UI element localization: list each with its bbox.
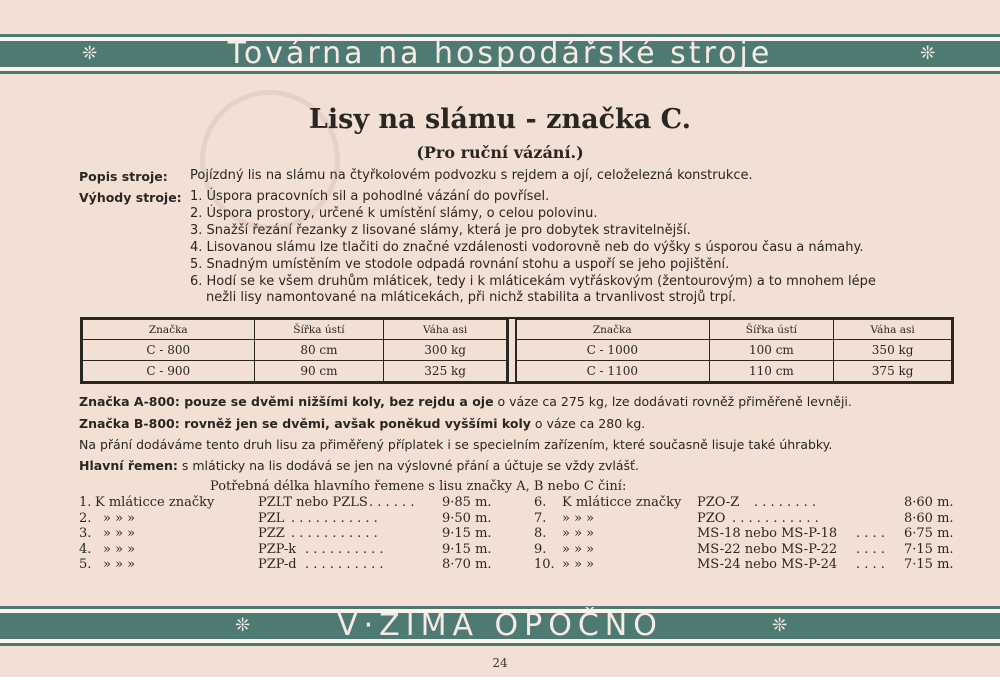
item-number: 8.	[534, 526, 547, 541]
advantage-item: 5. Snadným umístěním ve stodole odpadá rovnání stohu a uspoří se jeho pojištění.	[190, 257, 730, 272]
list-item	[534, 495, 959, 511]
table-cell: 90 cm	[254, 361, 384, 382]
item-model: PZP-d	[258, 557, 297, 572]
advantage-item: 4. Lisovanou slámu lze tlačiti do značné vzdálenosti vodorovně neb do výšky s úsporou času a námahy.	[190, 240, 864, 255]
advantage-item: 1. Úspora pracovních sil a pohodlné vázání do povřísel.	[190, 189, 550, 204]
specs-table	[80, 317, 954, 384]
table-cell: C - 1100	[516, 361, 710, 382]
belt-list-right	[534, 495, 959, 573]
item-number: 2.	[79, 510, 92, 526]
item-leader: . . . . . . . . . .	[305, 541, 384, 557]
item-machine: » » »	[103, 541, 136, 557]
description-label: Popis stroje:	[79, 169, 168, 184]
item-number: 1.	[79, 495, 92, 510]
item-leader: . . . .	[856, 526, 885, 541]
list-item	[79, 542, 499, 558]
column-header: Váha asi	[834, 320, 952, 340]
footer-banner	[0, 609, 1000, 643]
header-banner	[0, 37, 1000, 71]
belt-heading: Potřebná délka hlavního řemene s lisu značky A, B nebo C činí:	[210, 479, 627, 494]
table-cell: 350 kg	[834, 340, 952, 361]
item-length: 7·15 m.	[904, 557, 954, 572]
list-item	[534, 557, 959, 573]
table-cell: 100 cm	[709, 340, 834, 361]
table-cell: 325 kg	[384, 361, 507, 382]
note-belt-text: s mláticky na lis dodává se jen na výslovné přání a účtuje se vždy zvlášť.	[177, 458, 639, 473]
note-b800-text: o váze ca 280 kg.	[530, 416, 646, 431]
note-belt-bold: Hlavní řemen:	[79, 458, 178, 473]
item-number: 6.	[534, 495, 547, 510]
item-model: PZO	[697, 510, 726, 526]
item-length: 7·15 m.	[904, 541, 954, 557]
item-length: 9·85 m.	[442, 495, 492, 510]
item-machine: » » »	[562, 557, 595, 572]
item-model: MS-24 nebo MS-P-24	[697, 557, 838, 572]
advantage-item: nežli lisy namontované na mláticekách, při nichž stabilita a trvanlivost strojů trpí.	[206, 290, 737, 305]
column-header: Šířka ústí	[709, 320, 834, 340]
advantage-item: 6. Hodí se ke všem druhům mláticek, tedy i k mláticekám vytřáskovým (žentourovým) a to mnohem lépe	[190, 274, 876, 289]
table-cell: 375 kg	[834, 361, 952, 382]
table-cell: C - 800	[83, 340, 255, 361]
item-leader: . . . . . . . . . .	[305, 557, 384, 572]
item-model: PZL	[258, 510, 285, 526]
item-leader: . . . .	[856, 541, 885, 557]
footer-banner-text: V·ZIMA OPOČNO	[337, 608, 663, 643]
column-header: Šířka ústí	[254, 320, 384, 340]
page-title: Lisy na slámu - značka C.	[308, 104, 692, 135]
item-leader: . . . . . . . . . . .	[291, 526, 378, 541]
item-length: 8·60 m.	[904, 495, 954, 510]
item-length: 8·70 m.	[442, 557, 492, 572]
item-model: MS-18 nebo MS-P-18	[697, 526, 838, 541]
item-number: 3.	[79, 526, 92, 541]
specs-table-right	[515, 319, 952, 382]
table-cell: 110 cm	[709, 361, 834, 382]
list-item	[79, 526, 499, 542]
list-item	[79, 557, 499, 573]
list-item	[534, 526, 959, 542]
table-cell: 80 cm	[254, 340, 384, 361]
item-machine: K mláticce značky	[95, 495, 215, 510]
list-item	[534, 542, 959, 558]
item-machine: » » »	[562, 526, 595, 541]
advantage-item: 3. Snažší řezání řezanky z lisované slámy, která je pro dobytek stravitelnější.	[190, 223, 691, 238]
item-model: PZZ	[258, 526, 285, 541]
ornament-left-icon: ❊	[235, 615, 251, 636]
ornament-left-icon: ❊	[82, 43, 98, 64]
table-cell: 300 kg	[384, 340, 507, 361]
note-a800-text: o váze ca 275 kg, lze dodávati rovněž přiměřeně levněji.	[493, 394, 852, 409]
item-machine: » » »	[103, 510, 136, 526]
item-number: 4.	[79, 541, 92, 557]
header-banner-text: Továrna na hospodářské stroje	[227, 36, 773, 71]
item-model: PZP-k	[258, 541, 297, 557]
item-leader: . . . . . . . . . . .	[291, 510, 378, 526]
list-item	[534, 511, 959, 527]
item-model: MS-22 nebo MS-P-22	[697, 541, 838, 557]
ornament-right-icon: ❊	[772, 615, 788, 636]
page-number: 24	[492, 656, 508, 670]
list-item	[79, 495, 499, 511]
item-length: 8·60 m.	[904, 510, 954, 526]
item-model: PZLT nebo PZLS	[258, 495, 368, 510]
item-number: 10.	[534, 557, 555, 572]
note-a800	[79, 394, 852, 409]
item-length: 9·50 m.	[442, 510, 492, 526]
item-length: 9·15 m.	[442, 541, 492, 557]
note-wish: Na přání dodáváme tento druh lisu za přiměřený příplatek i se specielním zařízením, které současně lisuje také úhrabky.	[79, 437, 833, 452]
ornament-right-icon: ❊	[920, 43, 936, 64]
item-leader: . . . . . .	[369, 495, 415, 510]
item-machine: » » »	[103, 557, 136, 572]
page-subtitle: (Pro ruční vázání.)	[416, 143, 584, 162]
item-length: 6·75 m.	[904, 526, 954, 541]
item-machine: » » »	[562, 541, 595, 557]
item-length: 9·15 m.	[442, 526, 492, 541]
item-leader: . . . . . . . . . . .	[732, 510, 819, 526]
column-header: Značka	[83, 320, 255, 340]
item-machine: K mláticce značky	[562, 495, 682, 510]
advantages-label: Výhody stroje:	[79, 190, 182, 205]
item-machine: » » »	[562, 510, 595, 526]
item-machine: » » »	[103, 526, 136, 541]
specs-table-left	[82, 319, 507, 382]
column-header: Váha asi	[384, 320, 507, 340]
item-number: 7.	[534, 510, 547, 526]
note-belt	[79, 458, 639, 473]
column-header: Značka	[516, 320, 710, 340]
belt-list-left	[79, 495, 499, 573]
note-b800	[79, 416, 645, 431]
item-number: 9.	[534, 541, 547, 557]
description-text: Pojízdný lis na slámu na čtyřkolovém podvozku s rejdem a ojí, celoželezná konstrukce.	[190, 168, 753, 183]
item-leader: . . . . . . . .	[754, 495, 816, 510]
advantage-item: 2. Úspora prostory, určené k umístění slámy, o celou polovinu.	[190, 206, 598, 221]
note-b800-bold: Značka B-800: rovněž jen se dvěmi, avšak poněkud vyššími koly	[79, 416, 531, 431]
table-cell: C - 900	[83, 361, 255, 382]
item-number: 5.	[79, 557, 92, 572]
list-item	[79, 511, 499, 527]
table-cell: C - 1000	[516, 340, 710, 361]
note-a800-bold: Značka A-800: pouze se dvěmi nižšími koly, bez rejdu a oje	[79, 394, 494, 409]
item-model: PZO-Z	[697, 495, 740, 510]
item-leader: . . . .	[856, 557, 885, 572]
